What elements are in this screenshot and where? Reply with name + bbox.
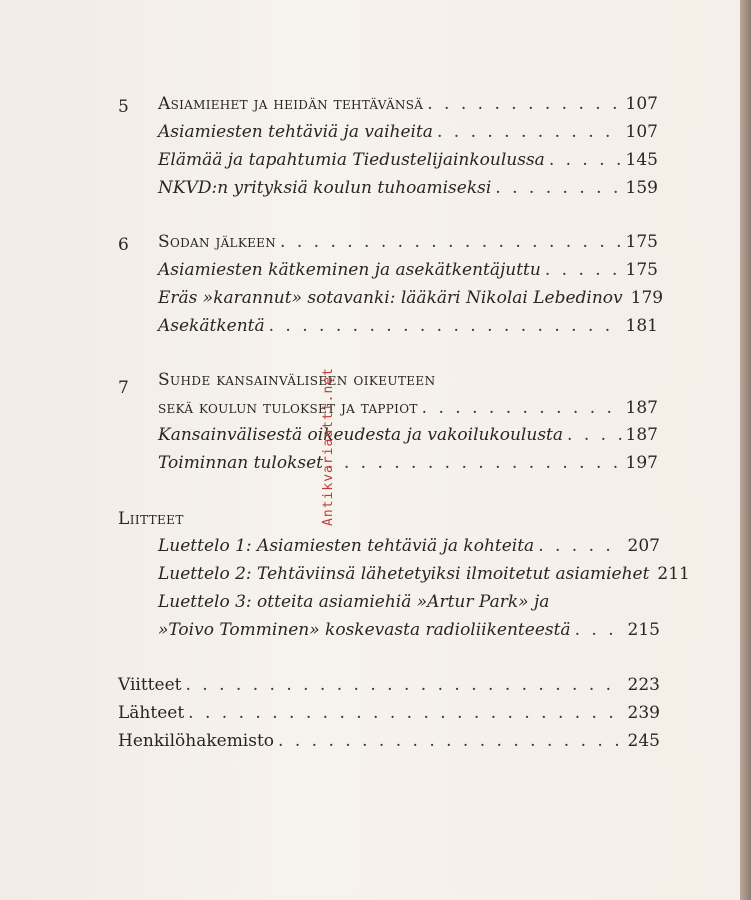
toc-entry[interactable] xyxy=(158,121,658,143)
chapter-number: 5 xyxy=(118,97,129,117)
entry-title: Asiamiesten tehtäviä ja vaiheita xyxy=(158,122,433,142)
entry-title: Eräs »karannut» sotavanki: lääkäri Nikolai Lebedinov xyxy=(158,288,623,308)
entry-title: »Toivo Tomminen» koskevasta radioliikenteestä xyxy=(158,620,571,640)
chapter-title-line: Suhde kansainväliseen oikeuteen xyxy=(158,370,436,390)
page-number: 211 xyxy=(657,564,690,584)
toc-entry[interactable] xyxy=(158,231,658,253)
toc-entry[interactable] xyxy=(158,619,660,641)
page-number: 159 xyxy=(625,178,658,198)
leader-dots xyxy=(549,149,622,171)
page-number: 245 xyxy=(627,731,660,751)
toc-entry[interactable] xyxy=(158,315,658,337)
leader-dots xyxy=(538,535,623,557)
leader-dots xyxy=(422,397,622,419)
entry-title: NKVD:n yrityksiä koulun tuhoamiseksi xyxy=(158,178,492,198)
leader-dots xyxy=(427,93,621,115)
entry-title: Elämää ja tapahtumia Tiedustelijainkoulussa xyxy=(158,150,545,170)
entry-title: Viitteet xyxy=(118,675,182,695)
page-number: 197 xyxy=(625,453,658,473)
leader-dots xyxy=(437,121,622,143)
page-number: 175 xyxy=(625,232,658,252)
chapter-number: 7 xyxy=(118,378,129,398)
page-number: 107 xyxy=(625,122,658,142)
watermark-stamp xyxy=(318,356,338,536)
page-number: 187 xyxy=(625,425,658,445)
watermark-text: Antikvariaatti.net xyxy=(320,366,336,526)
entry-title: Toiminnan tulokset xyxy=(158,453,324,473)
toc-entry[interactable] xyxy=(158,535,660,557)
page-number: 179 xyxy=(630,288,664,308)
appendices-heading: Liitteet xyxy=(118,509,184,529)
entry-title: Kansainvälisestä oikeudesta ja vakoilukoulusta xyxy=(158,425,564,445)
page-number: 107 xyxy=(625,94,658,114)
entry-title: Asekätkentä xyxy=(158,316,265,336)
leader-dots xyxy=(495,177,621,199)
page-number: 239 xyxy=(627,703,660,723)
entry-title: Luettelo 1: Asiamiesten tehtäviä ja kohteita xyxy=(158,536,535,556)
entry-title: Sodan jälkeen xyxy=(158,232,277,252)
entry-title: Asiamiehet ja heidän tehtävänsä xyxy=(158,94,424,114)
page-number: 187 xyxy=(625,398,658,418)
entry-title: Asiamiesten kätkeminen ja asekätkentäjuttu xyxy=(158,260,541,280)
toc-entry[interactable] xyxy=(158,149,658,171)
leader-dots xyxy=(269,315,622,337)
entry-title-line: Luettelo 3: otteita asiamiehiä »Artur Park» ja xyxy=(158,592,550,612)
leader-dots xyxy=(188,702,623,724)
leader-dots xyxy=(327,452,622,474)
leader-dots xyxy=(545,259,622,281)
toc-entry[interactable] xyxy=(118,730,660,752)
page-number: 207 xyxy=(627,536,660,556)
leader-dots xyxy=(185,674,623,696)
entry-title: Henkilöhakemisto xyxy=(118,731,275,751)
page-number: 181 xyxy=(625,316,658,336)
leader-dots xyxy=(278,730,624,752)
page-number: 223 xyxy=(627,675,660,695)
leader-dots xyxy=(567,424,622,446)
toc-entry[interactable] xyxy=(158,177,658,199)
entry-title: sekä koulun tulokset ja tappiot xyxy=(158,398,418,418)
entry-title: Luettelo 2: Tehtäviinsä lähetetyiksi ilmoitetut asiamiehet xyxy=(158,564,650,584)
toc-entry-line xyxy=(158,591,660,613)
toc-entry[interactable] xyxy=(158,287,664,309)
page-number: 175 xyxy=(625,260,658,280)
toc-entry[interactable] xyxy=(158,397,658,419)
leader-dots xyxy=(280,231,622,253)
toc-entry[interactable] xyxy=(158,563,690,585)
toc-entry[interactable] xyxy=(158,424,658,446)
chapter-number: 6 xyxy=(118,235,129,255)
toc-entry[interactable] xyxy=(158,452,658,474)
toc-entry[interactable] xyxy=(118,674,660,696)
leader-dots xyxy=(575,619,624,641)
page-number: 215 xyxy=(627,620,660,640)
page-edge-shadow xyxy=(740,0,751,900)
toc-entry[interactable] xyxy=(158,93,658,115)
toc-entry[interactable] xyxy=(118,702,660,724)
toc-entry[interactable] xyxy=(158,259,658,281)
entry-title: Lähteet xyxy=(118,703,185,723)
page-number: 145 xyxy=(625,150,658,170)
